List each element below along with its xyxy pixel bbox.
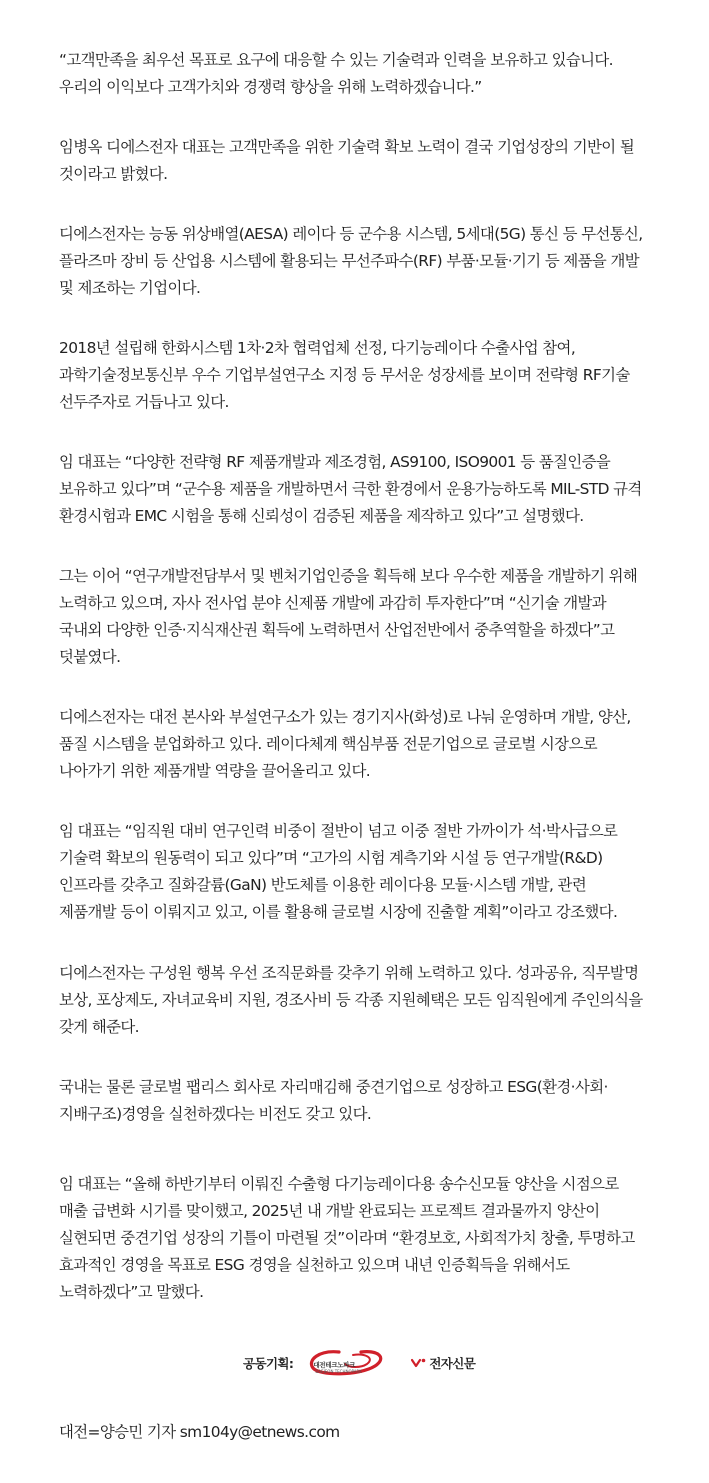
text-line: 인프라를 갖추고 질화갈륨(GaN) 반도체를 이용한 레이다용 모듈·시스템 개발, 관련 — [59, 876, 587, 894]
paragraph-3 — [59, 221, 643, 302]
text-line: 실현되면 중견기업 성장의 기틀이 마련될 것”이라며 “환경보호, 사회적가치 창출, 투명하고 — [59, 1229, 635, 1247]
text-line: 디에스전자는 구성원 행복 우선 조직문화를 갖추기 위해 노력하고 있다. 성과공유, 직무발명 — [59, 964, 639, 982]
text-line: 국내는 물론 글로벌 팹리스 회사로 자리매김해 중견기업으로 성장하고 ESG(환경·사회· — [59, 1078, 608, 1096]
paragraph-8 — [59, 818, 617, 926]
paragraph-1 — [59, 47, 613, 101]
text-line: 갖게 해준다. — [59, 1018, 139, 1036]
text-line: 노력하고 있으며, 자사 전사업 분야 신제품 개발에 과감히 투자한다”며 “신기술 개발과 — [59, 594, 607, 612]
text-line: 환경시험과 EMC 시험을 통해 신뢰성이 검증된 제품을 제작하고 있다”고 설명했다. — [59, 507, 584, 525]
paragraph-2 — [59, 134, 634, 188]
text-line: 보상, 포상제도, 자녀교육비 지원, 경조사비 등 각종 지원혜택은 모든 임직원에게 주인의식을 — [59, 991, 643, 1009]
partner-logo-text: 대전테크노파크 — [313, 1361, 356, 1369]
text-line: 선두주자로 거듭나고 있다. — [59, 393, 229, 411]
text-line: 임 대표는 “다양한 전략형 RF 제품개발과 제조경험, AS9100, ISO9001 등 품질인증을 — [59, 453, 611, 471]
text-line: 우리의 이익보다 고객가치와 경쟁력 향상을 위해 노력하겠습니다.” — [59, 78, 482, 96]
paragraph-4 — [59, 335, 630, 416]
text-line: 국내외 다양한 인증·지식재산권 획득에 노력하면서 산업전반에서 중추역할을 하겠다”고 — [59, 621, 615, 639]
text-line: 제품개발 등이 이뤄지고 있고, 이를 활용해 글로벌 시장에 진출할 계획”이라고 강조했다. — [59, 903, 618, 921]
text-line: 것이라고 밝혔다. — [59, 165, 168, 183]
media-logo-text: 전자신문 — [429, 1356, 476, 1371]
text-line: 매출 급변화 시기를 맞이했고, 2025년 내 개발 완료되는 프로젝트 결과물까지 양산이 — [59, 1202, 600, 1220]
text-line: 2018년 설립해 한화시스템 1차·2차 협력업체 선정, 다기능레이다 수출사업 참여, — [59, 339, 576, 357]
partner-logo-subtext: DAEJEON TECHNOPARK — [315, 1369, 362, 1374]
etnews-mark-icon — [411, 1357, 427, 1369]
paragraph-9 — [59, 960, 643, 1041]
text-line: 그는 이어 “연구개발전담부서 및 벤처기업인증을 획득해 보다 우수한 제품을 개발하기 위해 — [59, 567, 638, 585]
text-line: 기술력 확보의 원동력이 되고 있다”며 “고가의 시험 계측기와 시설 등 연구개발(R&D) — [59, 849, 603, 867]
paragraph-6 — [59, 563, 637, 671]
paragraph-10 — [59, 1074, 608, 1128]
etnews-logo — [411, 1354, 475, 1372]
text-line: 임 대표는 “올해 하반기부터 이뤄진 수출형 다기능레이다용 송수신모듈 양산을 시점으로 — [59, 1175, 619, 1193]
text-line: 덧붙였다. — [59, 648, 121, 666]
reporter-byline: 대전=양승민 기자 sm104y@etnews.com — [59, 1423, 340, 1441]
text-line: 디에스전자는 능동 위상배열(AESA) 레이다 등 군수용 시스템, 5세대(5G) 통신 등 무선통신, — [59, 225, 643, 243]
text-line: 보유하고 있다”며 “군수용 제품을 개발하면서 극한 환경에서 운용가능하도록 MIL-STD 규격 — [59, 480, 642, 498]
text-line: 효과적인 경영을 목표로 ESG 경영을 실천하고 있으며 내년 인증획득을 위해서도 — [59, 1256, 570, 1274]
text-line: 및 제조하는 기업이다. — [59, 279, 201, 297]
paragraph-7 — [59, 704, 631, 785]
text-line: 플라즈마 장비 등 산업용 시스템에 활용되는 무선주파수(RF) 부품·모듈·기기 등 제품을 개발 — [59, 252, 640, 270]
text-line: 임병옥 디에스전자 대표는 고객만족을 위한 기술력 확보 노력이 결국 기업성장의 기반이 될 — [59, 138, 635, 156]
text-line: 과학기술정보통신부 우수 기업부설연구소 지정 등 무서운 성장세를 보이며 전략형 RF기술 — [59, 366, 630, 384]
text-line: 디에스전자는 대전 본사와 부설연구소가 있는 경기지사(화성)로 나눠 운영하며 개발, 양산, — [59, 708, 631, 726]
text-line: 지배구조)경영을 실천하겠다는 비전도 갖고 있다. — [59, 1105, 372, 1123]
joint-planning-credit — [243, 1345, 475, 1381]
text-line: 노력하겠다”고 말했다. — [59, 1283, 204, 1301]
credit-label: 공동기획: — [243, 1356, 294, 1371]
text-line: 나아가기 위한 제품개발 역량을 끌어올리고 있다. — [59, 762, 371, 780]
text-line: “고객만족을 최우선 목표로 요구에 대응할 수 있는 기술력과 인력을 보유하고 있습니다. — [59, 51, 613, 69]
text-line: 품질 시스템을 분업화하고 있다. 레이다체계 핵심부품 전문기업으로 글로벌 시장으로 — [59, 735, 597, 753]
paragraph-11 — [59, 1171, 635, 1306]
paragraph-5 — [59, 449, 642, 530]
daejeon-technopark-logo — [299, 1346, 397, 1380]
text-line: 임 대표는 “임직원 대비 연구인력 비중이 절반이 넘고 이중 절반 가까이가 석·박사급으로 — [59, 822, 618, 840]
